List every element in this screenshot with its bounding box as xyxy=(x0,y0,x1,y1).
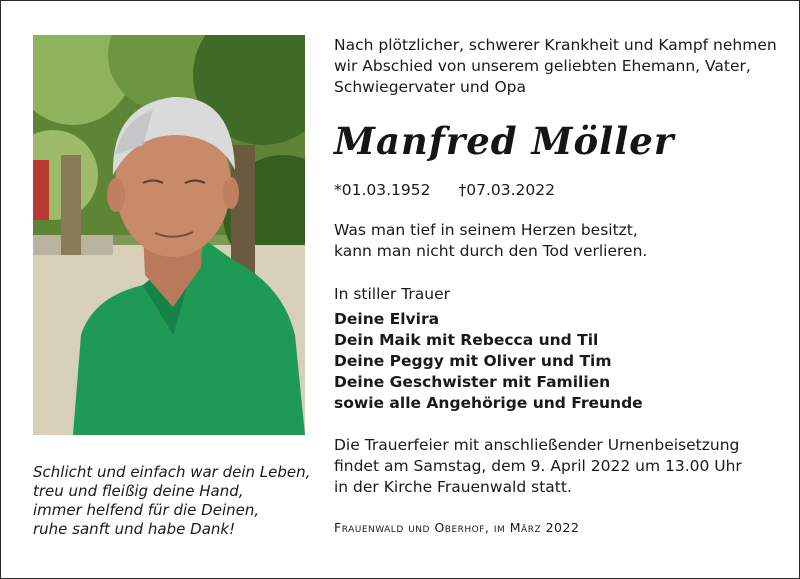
mourner-line: Deine Elvira xyxy=(334,310,440,328)
poem-line: Schlicht und einfach war dein Leben, xyxy=(33,463,311,481)
service-line: findet am Samstag, dem 9. April 2022 um 13.00 Uhr xyxy=(334,457,742,475)
birth-date: *01.03.1952 xyxy=(334,181,431,199)
mourner-line: Deine Geschwister mit Familien xyxy=(334,373,611,391)
memorial-quote xyxy=(334,220,774,262)
place-and-date: Frauenwald und Oberhof, im März 2022 xyxy=(334,520,580,535)
mourning-label: In stiller Trauer xyxy=(334,285,451,303)
intro-line: wir Abschied von unserem geliebten Ehemann, Vater, xyxy=(334,57,751,75)
poem-line: treu und fleißig deine Hand, xyxy=(33,482,244,500)
poem-line: immer helfend für die Deinen, xyxy=(33,501,260,519)
service-line: Die Trauerfeier mit anschließender Urnenbeisetzung xyxy=(334,436,740,454)
mourners-list xyxy=(334,309,774,414)
quote-line: kann man nicht durch den Tod verlieren. xyxy=(334,242,648,260)
life-dates xyxy=(334,181,774,199)
quote-line: Was man tief in seinem Herzen besitzt, xyxy=(334,221,638,239)
announcement-intro xyxy=(334,35,777,98)
deceased-name: Manfred Möller xyxy=(334,119,675,163)
funeral-service-info xyxy=(334,435,774,498)
intro-line: Schwiegervater und Opa xyxy=(334,78,526,96)
mourner-line: Deine Peggy mit Oliver und Tim xyxy=(334,352,612,370)
memorial-poem xyxy=(33,463,313,539)
service-line: in der Kirche Frauenwald statt. xyxy=(334,478,572,496)
mourner-line: Dein Maik mit Rebecca und Til xyxy=(334,331,599,349)
intro-line: Nach plötzlicher, schwerer Krankheit und Kampf nehmen xyxy=(334,36,777,54)
portrait-illustration xyxy=(33,35,305,435)
death-date: †07.03.2022 xyxy=(458,181,555,199)
poem-line: ruhe sanft und habe Dank! xyxy=(33,520,236,538)
mourner-line: sowie alle Angehörige und Freunde xyxy=(334,394,643,412)
portrait-photo xyxy=(33,35,305,435)
